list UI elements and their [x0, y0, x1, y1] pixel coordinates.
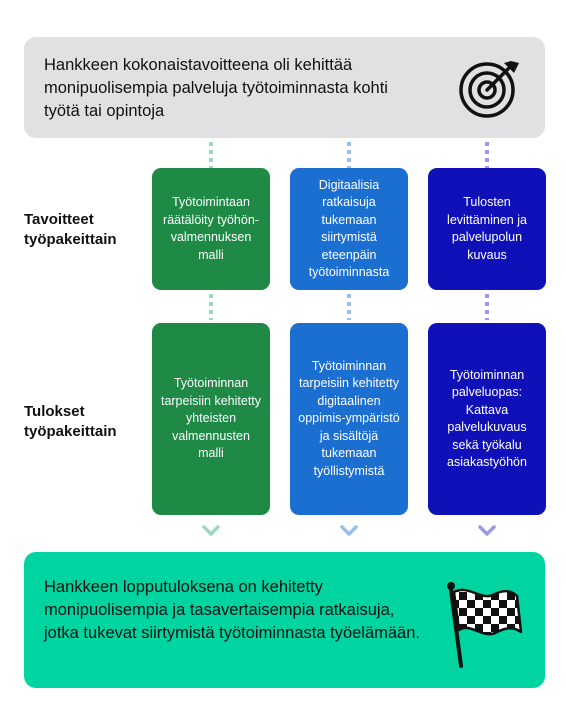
down-arrow-icon — [340, 525, 358, 537]
final-outcome-box — [24, 552, 545, 688]
connector-mid-3 — [485, 294, 489, 320]
connector-top-3 — [485, 142, 489, 168]
overall-goal-box — [24, 37, 545, 138]
goal-card-1: Työtoimintaan räätälöity työhön-valmennuksen malli — [152, 168, 270, 290]
final-outcome-text: Hankkeen lopputuloksena on kehitetty monipuolisempia ja tasavertaisempia ratkaisuja, jotka tukevat siirtymistä työtoiminnasta työelämään. — [44, 578, 420, 642]
result-card-1: Työtoiminnan tarpeisiin kehitetty yhteisten valmennusten malli — [152, 323, 270, 515]
result-card-3: Työtoiminnan palveluopas: Kattava palvelukuvaus sekä työkalu asiakastyöhön — [428, 323, 546, 515]
result-card-2: Työtoiminnan tarpeisiin kehitetty digitaalinen oppimis-ympäristö ja sisältöjä tukemaan työllistymistä — [290, 323, 408, 515]
results-row-label: Tulokset työpakeittain — [24, 403, 117, 440]
overall-goal-text: Hankkeen kokonaistavoitteena oli kehittää monipuolisempia palveluja työtoiminnasta kohti työtä tai opintoja — [44, 56, 388, 120]
connector-top-2 — [347, 142, 351, 168]
goals-row-label: Tavoitteet työpakeittain — [24, 211, 117, 248]
checkered-flag-icon — [443, 576, 523, 668]
connector-top-1 — [209, 142, 213, 168]
down-arrow-icon — [478, 525, 496, 537]
connector-mid-2 — [347, 294, 351, 320]
target-icon — [451, 52, 523, 124]
down-arrow-icon — [202, 525, 220, 537]
goal-card-3: Tulosten levittäminen ja palvelupolun kuvaus — [428, 168, 546, 290]
connector-mid-1 — [209, 294, 213, 320]
goal-card-2: Digitaalisia ratkaisuja tukemaan siirtymistä eteenpäin työtoiminnasta — [290, 168, 408, 290]
